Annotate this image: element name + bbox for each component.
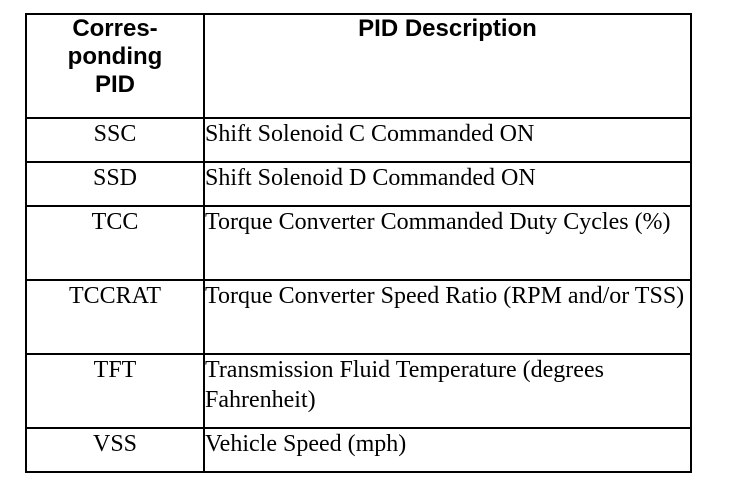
pid-cell: TCC xyxy=(26,206,204,280)
pid-cell: TCCRAT xyxy=(26,280,204,354)
header-pid-description: PID Description xyxy=(204,14,691,118)
description-cell: Shift Solenoid C Commanded ON xyxy=(204,118,691,162)
table-row xyxy=(26,428,691,472)
table-row xyxy=(26,354,691,428)
description-cell: Torque Converter Speed Ratio (RPM and/or TSS) xyxy=(204,280,691,354)
description-cell: Vehicle Speed (mph) xyxy=(204,428,691,472)
pid-cell: SSC xyxy=(26,118,204,162)
description-cell: Torque Converter Commanded Duty Cycles (%) xyxy=(204,206,691,280)
table-row xyxy=(26,118,691,162)
table-row xyxy=(26,206,691,280)
table-row xyxy=(26,162,691,206)
pid-cell: SSD xyxy=(26,162,204,206)
header-corresponding-pid: Corres- ponding PID xyxy=(26,14,204,118)
pid-table xyxy=(25,13,692,473)
description-cell: Transmission Fluid Temperature (degrees Fahrenheit) xyxy=(204,354,691,428)
table-header-row xyxy=(26,14,691,118)
table-row xyxy=(26,280,691,354)
description-cell: Shift Solenoid D Commanded ON xyxy=(204,162,691,206)
pid-cell: TFT xyxy=(26,354,204,428)
pid-cell: VSS xyxy=(26,428,204,472)
